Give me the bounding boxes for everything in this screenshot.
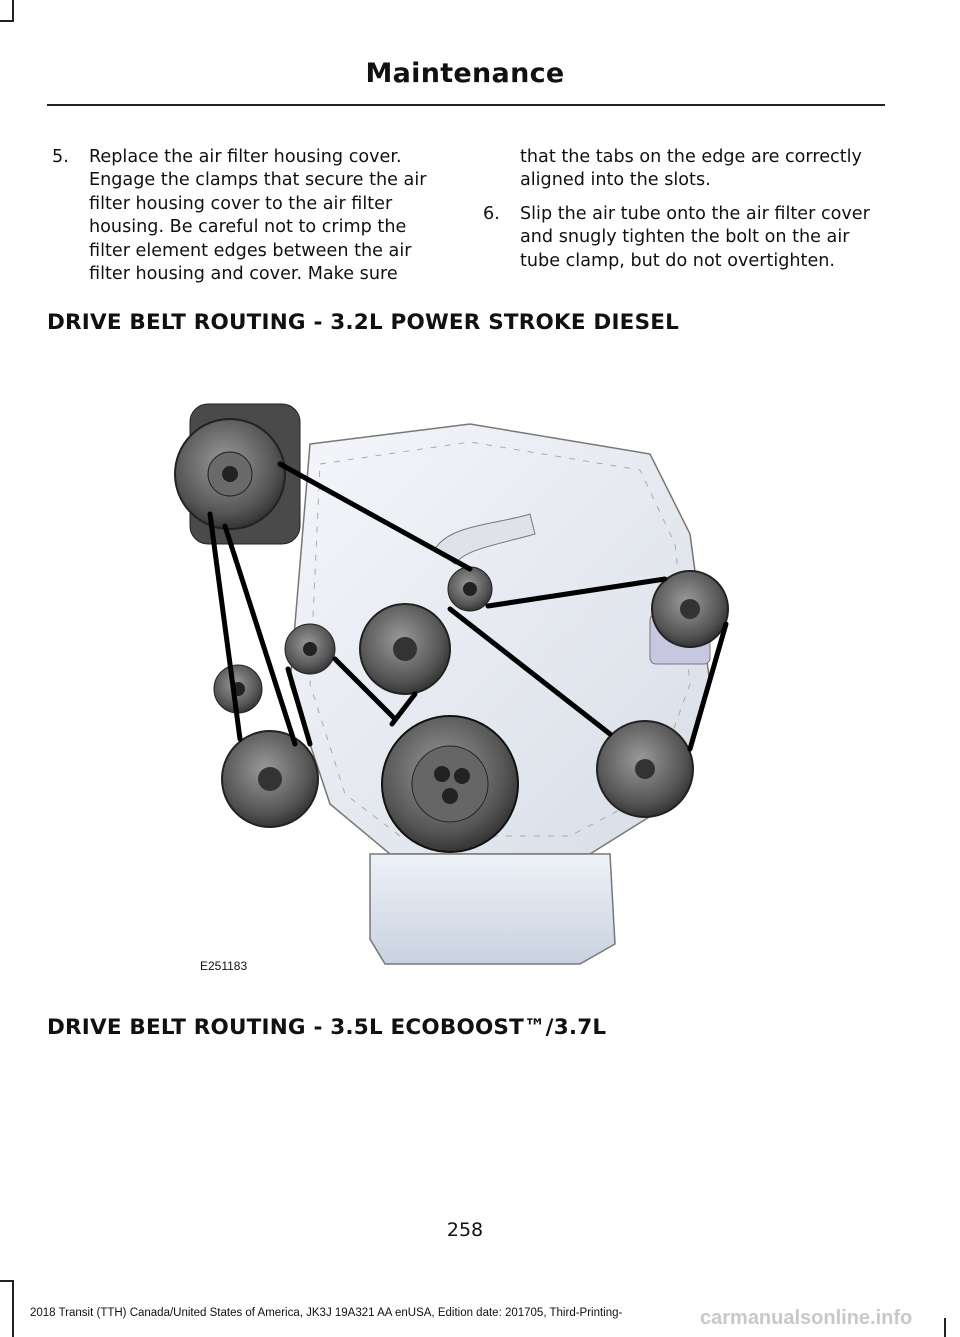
- step-5: [52, 146, 452, 286]
- page-title: Maintenance: [365, 58, 565, 89]
- crop-mark-top-left-v: [12, 0, 14, 22]
- crop-mark-bottom-left-v: [12, 1280, 14, 1337]
- right-column: [483, 146, 883, 283]
- step-6: [483, 203, 883, 273]
- heading-ecoboost-belt-routing: DRIVE BELT ROUTING - 3.5L ECOBOOST™/3.7L: [47, 1015, 607, 1040]
- idler-pulley-top: [448, 567, 492, 611]
- step-5-number: 5.: [52, 147, 69, 167]
- water-pump-pulley: [222, 731, 318, 827]
- step-5-text: Replace the air filter housing cover. Engage the clamps that secure the air filter housing cover to the air filter housing. Be careful not to crimp the filter element edges between the air filter housing and cover. Make sure: [89, 147, 427, 285]
- step-5-continuation-text: that the tabs on the edge are correctly aligned into the slots.: [520, 147, 862, 191]
- alternator: [175, 404, 300, 544]
- page-number: 258: [446, 1219, 484, 1241]
- heading-diesel-belt-routing: DRIVE BELT ROUTING - 3.2L POWER STROKE DIESEL: [47, 310, 680, 335]
- figure-code: E251183: [200, 959, 248, 973]
- step-6-text: Slip the air tube onto the air filter cover and snugly tighten the bolt on the air tube clamp, but do not overtighten.: [520, 203, 870, 271]
- left-column: [52, 146, 452, 296]
- step-6-number: 6.: [483, 203, 500, 224]
- idler-pulley-left: [285, 624, 335, 674]
- crankshaft-pulley: [382, 716, 518, 852]
- power-steering-pulley: [652, 571, 728, 647]
- vacuum-pump-pulley: [360, 604, 450, 694]
- footer-edition-info: 2018 Transit (TTH) Canada/United States of America, JK3J 19A321 AA enUSA, Edition date: 201705, Third-Printing-: [30, 1307, 623, 1319]
- engine-belt-diagram: [170, 384, 750, 984]
- step-5-continuation: [483, 146, 883, 193]
- crop-mark-top-left-h: [0, 20, 14, 22]
- header-rule: [47, 104, 885, 106]
- crop-mark-bottom-left-h: [0, 1280, 14, 1282]
- oil-pan: [370, 854, 615, 964]
- watermark-text: carmanualsonline.info: [700, 1307, 913, 1329]
